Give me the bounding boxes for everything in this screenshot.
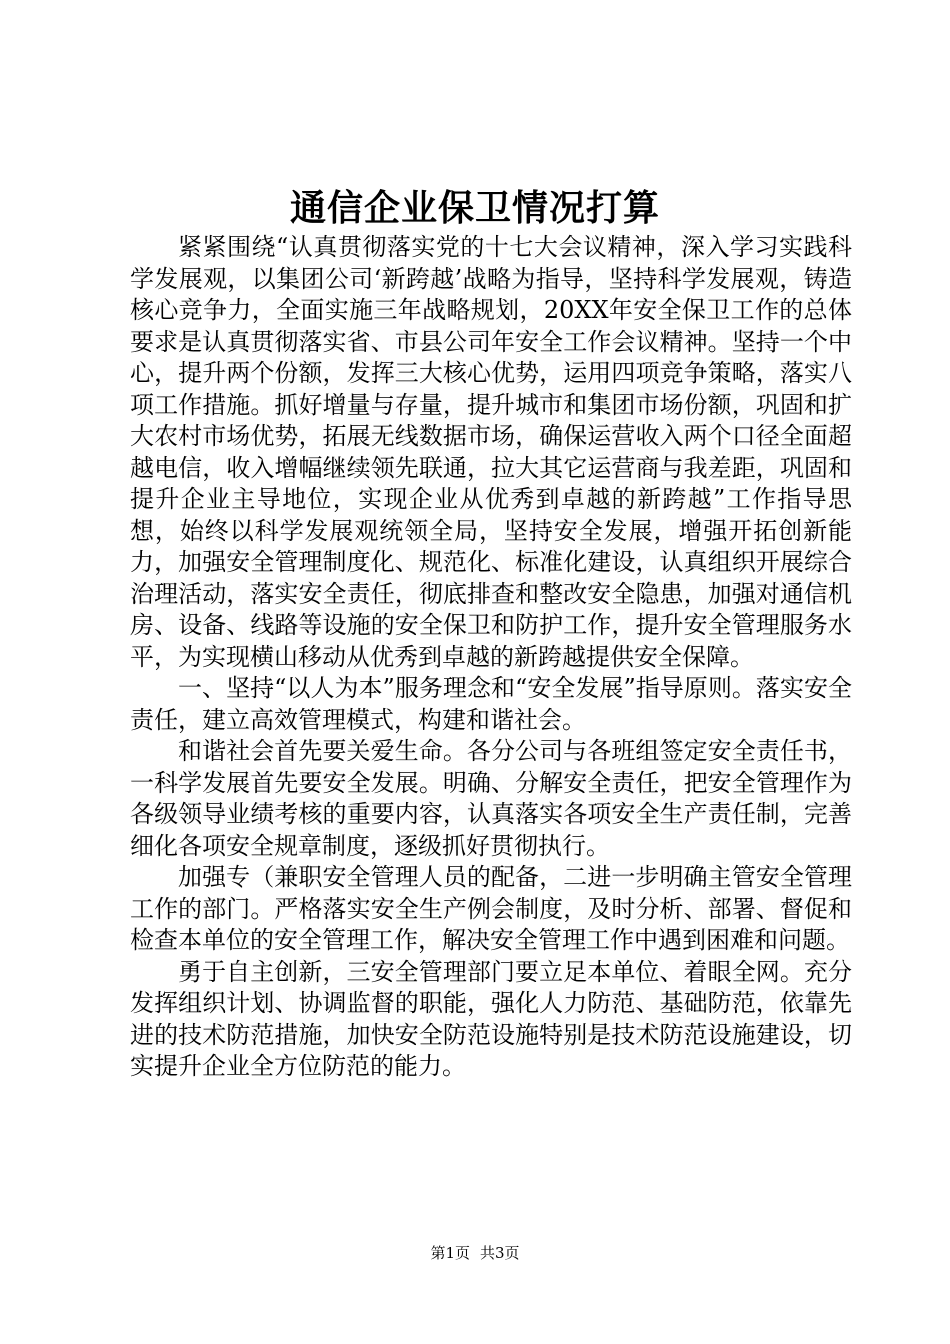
paragraph-guiding-ideology: 紧紧围绕“认真贯彻落实党的十七大会议精神，深入学习实践科学发展观，以集团公司‘新跨越’战略为指导，坚持科学发展观，铸造核心竞争力，全面实施三年战略规划，20XX年安全保卫工作的总体要求是认真贯彻落实省、市县公司年安全工作会议精神。坚持一个中心，提升两个份额，发挥三大核心优势，运用四项竞争策略，落实八项工作措施。抓好增量与存量，提升城市和集团市场份额，巩固和扩大农村市场优势，拓展无线数据市场，确保运营收入两个口径全面超越电信，收入增幅继续领先联通，拉大其它运营商与我差距，巩固和提升企业主导地位，实现企业从优秀到卓越的新跨越”工作指导思想，始终以科学发展观统领全局，坚持安全发展，增强开拓创新能力，加强安全管理制度化、规范化、标准化建设，认真组织开展综合治理活动，落实安全责任，彻底排查和整改安全隐患，加强对通信机房、设备、线路等设施的安全保卫和防护工作，提升安全管理服务水平，为实现横山移动从优秀到卓越的新跨越提供安全保障。	[130, 233, 852, 671]
paragraph-innovation: 勇于自主创新，三安全管理部门要立足本单位、着眼全网。充分发挥组织计划、协调监督的职能，强化人力防范、基础防范，依靠先进的技术防范措施，加快安全防范设施特别是技术防范设施建设，切实提升企业全方位防范的能力。	[130, 957, 852, 1080]
paragraph-staffing: 加强专（兼职安全管理人员的配备，二进一步明确主管安全管理工作的部门。严格落实安全生产例会制度，及时分析、部署、督促和检查本单位的安全管理工作，解决安全管理工作中遇到困难和问题。	[130, 863, 852, 954]
document-body	[130, 232, 852, 1083]
paragraph-responsibility: 和谐社会首先要关爱生命。各分公司与各班组签定安全责任书，一科学发展首先要安全发展。明确、分解安全责任，把安全管理作为各级领导业绩考核的重要内容，认真落实各项安全生产责任制，完善细化各项安全规章制度，逐级抓好贯彻执行。	[130, 737, 852, 860]
document-title: 通信企业保卫情况打算	[289, 187, 660, 229]
page-footer	[0, 1243, 950, 1263]
paragraph-section-one-heading: 一、坚持“以人为本”服务理念和“安全发展”指导原则。落实安全责任，建立高效管理模式，构建和谐社会。	[130, 674, 852, 734]
page-total: 共3页	[480, 1244, 520, 1262]
page-number: 第1页	[430, 1244, 470, 1262]
